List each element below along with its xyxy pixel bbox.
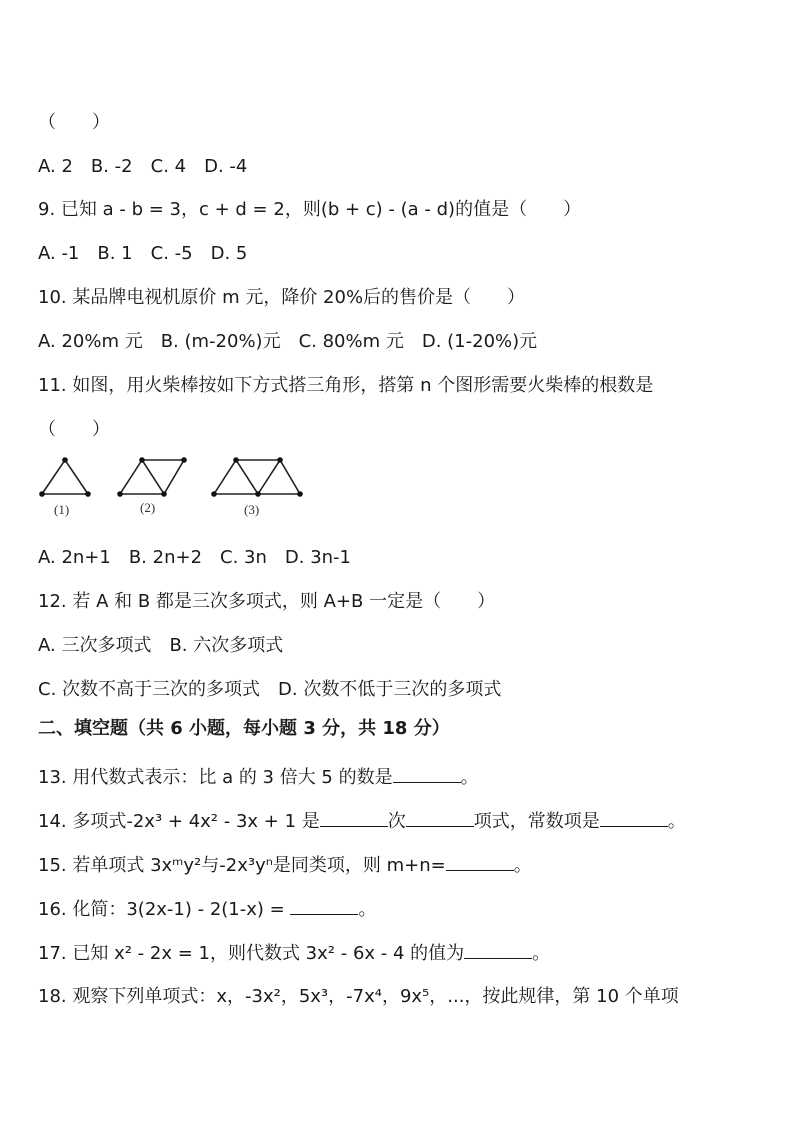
q14-blank-constant[interactable] (600, 808, 668, 827)
q14-blank-degree[interactable] (320, 808, 388, 827)
q17-blank[interactable] (464, 940, 532, 959)
q12-options-cd: C. 次数不高于三次的多项式 D. 次数不低于三次的多项式 (38, 679, 502, 700)
q12-options-ab: A. 三次多项式 B. 六次多项式 (38, 635, 284, 656)
q15-blank[interactable] (446, 852, 514, 871)
q16-line (38, 896, 764, 923)
q16-end: 。 (358, 899, 377, 920)
triangle-figure-2-dots (117, 457, 187, 497)
q11-answer-paren: （ ） (38, 419, 110, 440)
q12-stem: 12. 若 A 和 B 都是三次多项式，则 A+B 一定是（ ） (38, 591, 496, 612)
triangle-figure-1 (42, 460, 88, 494)
q15-end: 。 (513, 855, 532, 876)
q14-end: 。 (667, 811, 686, 832)
q17-text: 17. 已知 x² - 2x = 1，则代数式 3x² - 6x - 4 的值为 (38, 943, 465, 964)
q10-options: A. 20%m 元 B. (m-20%)元 C. 80%m 元 D. (1-20%)元 (38, 331, 538, 352)
triangle-figure-2 (120, 460, 184, 494)
triangle-figure-3 (214, 460, 300, 494)
q13-line (38, 764, 764, 791)
q18-stem: 18. 观察下列单项式：x，-3x²，5x³，-7x⁴，9x⁵，...，按此规律，第 10 个单项 (38, 986, 679, 1007)
q16-blank[interactable] (290, 896, 358, 915)
q14-text-3: 项式，常数项是 (473, 811, 600, 832)
section-heading-fill-in: 二、填空题（共 6 小题，每小题 3 分，共 18 分） (38, 718, 450, 739)
q13-text: 13. 用代数式表示：比 a 的 3 倍大 5 的数是 (38, 767, 393, 788)
q17-line (38, 940, 764, 967)
q14-text: 14. 多项式-2x³ + 4x² - 3x + 1 是 (38, 811, 320, 832)
q15-line (38, 852, 764, 879)
q14-text-2: 次 (387, 811, 406, 832)
q13-end: 。 (460, 767, 479, 788)
q10-stem: 10. 某品牌电视机原价 m 元，降价 20%后的售价是（ ） (38, 287, 526, 308)
q14-blank-terms[interactable] (406, 808, 474, 827)
q16-text: 16. 化简：3(2x-1) - 2(1-x) = (38, 899, 291, 920)
q8-answer-paren: （ ） (38, 112, 110, 133)
q14-line (38, 808, 764, 835)
q9-stem: 9. 已知 a - b = 3，c + d = 2，则(b + c) - (a - d)的值是（ ） (38, 199, 582, 220)
q13-blank[interactable] (393, 764, 461, 783)
triangle-figure-1-dots (39, 457, 91, 497)
matchstick-triangles-figure (34, 452, 314, 522)
q15-text: 15. 若单项式 3xᵐy²与-2x³yⁿ是同类项，则 m+n= (38, 855, 446, 876)
q11-options: A. 2n+1 B. 2n+2 C. 3n D. 3n-1 (38, 547, 352, 568)
figure-label-1: (1) (54, 502, 70, 517)
figure-label-2: (2) (140, 500, 156, 515)
q17-end: 。 (532, 943, 551, 964)
q9-options: A. -1 B. 1 C. -5 D. 5 (38, 243, 248, 264)
figure-label-3: (3) (244, 502, 260, 517)
q11-stem: 11. 如图，用火柴棒按如下方式搭三角形，搭第 n 个图形需要火柴棒的根数是 (38, 375, 654, 396)
q8-options: A. 2 B. -2 C. 4 D. -4 (38, 156, 248, 177)
